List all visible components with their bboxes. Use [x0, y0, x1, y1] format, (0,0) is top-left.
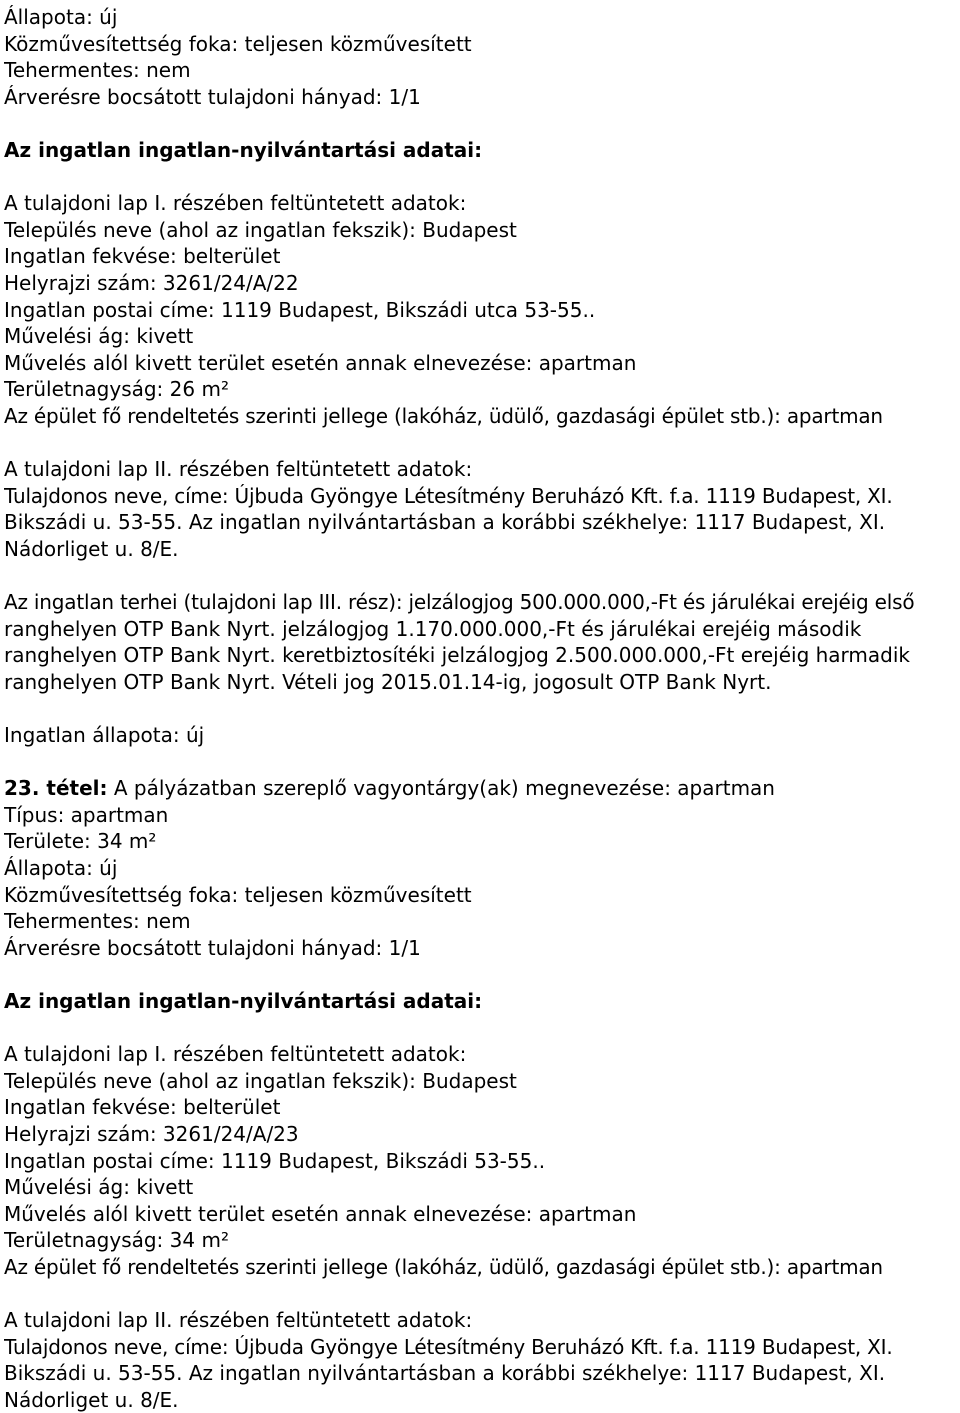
lap2-title: A tulajdoni lap II. részében feltüntetett adatok:	[4, 1308, 473, 1333]
section-heading: Az ingatlan ingatlan-nyilvántartási adatai:	[4, 137, 483, 162]
section-heading: Az ingatlan ingatlan-nyilvántartási adatai:	[4, 988, 483, 1013]
tulajdonos-line: Nádorliget u. 8/E.	[4, 536, 179, 561]
document-page	[4, 4, 958, 1413]
muveles-alol-line: Művelés alól kivett terület esetén annak elnevezése: apartman	[4, 1201, 637, 1226]
fekves-line: Ingatlan fekvése: belterület	[4, 244, 281, 269]
terhek-line: Az ingatlan terhei (tulajdoni lap III. rész): jelzálogjog 500.000.000,-Ft és járulékai erejéig első	[4, 590, 915, 615]
hanyad-line: Árverésre bocsátott tulajdoni hányad: 1/1	[4, 84, 421, 109]
tulajdonos-line: Tulajdonos neve, címe: Újbuda Gyöngye Létesítmény Beruházó Kft. f.a. 1119 Budapest, XI.	[4, 1334, 893, 1359]
allapota-line: Állapota: új	[4, 856, 118, 880]
tulajdonos-line: Bikszádi u. 53-55. Az ingatlan nyilvántartásban a korábbi székhelye: 1117 Budapest, XI.	[4, 510, 886, 535]
tulajdonos-line: Bikszádi u. 53-55. Az ingatlan nyilvántartásban a korábbi székhelye: 1117 Budapest, XI.	[4, 1361, 886, 1386]
muveles-alol-line: Művelés alól kivett terület esetén annak elnevezése: apartman	[4, 350, 637, 375]
lap2-title: A tulajdoni lap II. részében feltüntetett adatok:	[4, 457, 473, 482]
jelleg-line: Az épület fő rendeltetés szerinti jellege (lakóház, üdülő, gazdasági épület stb.): apartman	[4, 1254, 883, 1279]
tipus-line: Típus: apartman	[4, 802, 169, 827]
helyrajzi-line: Helyrajzi szám: 3261/24/A/23	[4, 1121, 299, 1146]
spacer	[4, 695, 958, 722]
jelleg-line: Az épület fő rendeltetés szerinti jellege (lakóház, üdülő, gazdasági épület stb.): apartman	[4, 403, 883, 428]
tehermentes-line: Tehermentes: nem	[4, 909, 191, 934]
tulajdonos-line: Tulajdonos neve, címe: Újbuda Gyöngye Létesítmény Beruházó Kft. f.a. 1119 Budapest, XI.	[4, 483, 893, 508]
teruletnagysag-line: Területnagyság: 34 m²	[4, 1228, 229, 1253]
spacer	[4, 1015, 958, 1042]
spacer	[4, 562, 958, 589]
spacer	[4, 1281, 958, 1308]
terhek-line: ranghelyen OTP Bank Nyrt. jelzálogjog 1.170.000.000,-Ft és járulékai erejéig második	[4, 616, 862, 641]
allapota-line: Állapota: új	[4, 5, 118, 29]
terhek-line: ranghelyen OTP Bank Nyrt. Vételi jog 2015.01.14-ig, jogosult OTP Bank Nyrt.	[4, 669, 772, 694]
muvelesi-ag-line: Művelési ág: kivett	[4, 324, 194, 349]
spacer	[4, 430, 958, 457]
teruletnagysag-line: Területnagyság: 26 m²	[4, 377, 229, 402]
hanyad-line: Árverésre bocsátott tulajdoni hányad: 1/1	[4, 935, 421, 960]
spacer	[4, 110, 958, 137]
tetel-line	[4, 775, 958, 802]
lap1-title: A tulajdoni lap I. részében feltüntetett adatok:	[4, 1042, 467, 1067]
spacer	[4, 749, 958, 776]
lap1-title: A tulajdoni lap I. részében feltüntetett adatok:	[4, 191, 467, 216]
telepules-line: Település neve (ahol az ingatlan fekszik): Budapest	[4, 1068, 517, 1093]
tehermentes-line: Tehermentes: nem	[4, 58, 191, 83]
postai-cim-line: Ingatlan postai címe: 1119 Budapest, Bikszádi 53-55..	[4, 1148, 546, 1173]
spacer	[4, 164, 958, 191]
helyrajzi-line: Helyrajzi szám: 3261/24/A/22	[4, 270, 299, 295]
spacer	[4, 961, 958, 988]
terulete-line: Területe: 34 m²	[4, 829, 157, 854]
kozmu-line: Közművesítettség foka: teljesen közművesített	[4, 31, 472, 56]
fekves-line: Ingatlan fekvése: belterület	[4, 1095, 281, 1120]
postai-cim-line: Ingatlan postai címe: 1119 Budapest, Bikszádi utca 53-55..	[4, 297, 596, 322]
kozmu-line: Közművesítettség foka: teljesen közművesített	[4, 882, 472, 907]
telepules-line: Település neve (ahol az ingatlan fekszik): Budapest	[4, 217, 517, 242]
tetel-label: 23. tétel:	[4, 776, 108, 801]
terhek-line: ranghelyen OTP Bank Nyrt. keretbiztosítéki jelzálogjog 2.500.000.000,-Ft erejéig harmadik	[4, 643, 910, 668]
tulajdonos-line: Nádorliget u. 8/E.	[4, 1387, 179, 1412]
ingatlan-allapota-line: Ingatlan állapota: új	[4, 723, 205, 748]
tetel-text: A pályázatban szereplő vagyontárgy(ak) megnevezése: apartman	[107, 776, 775, 801]
muvelesi-ag-line: Művelési ág: kivett	[4, 1175, 194, 1200]
